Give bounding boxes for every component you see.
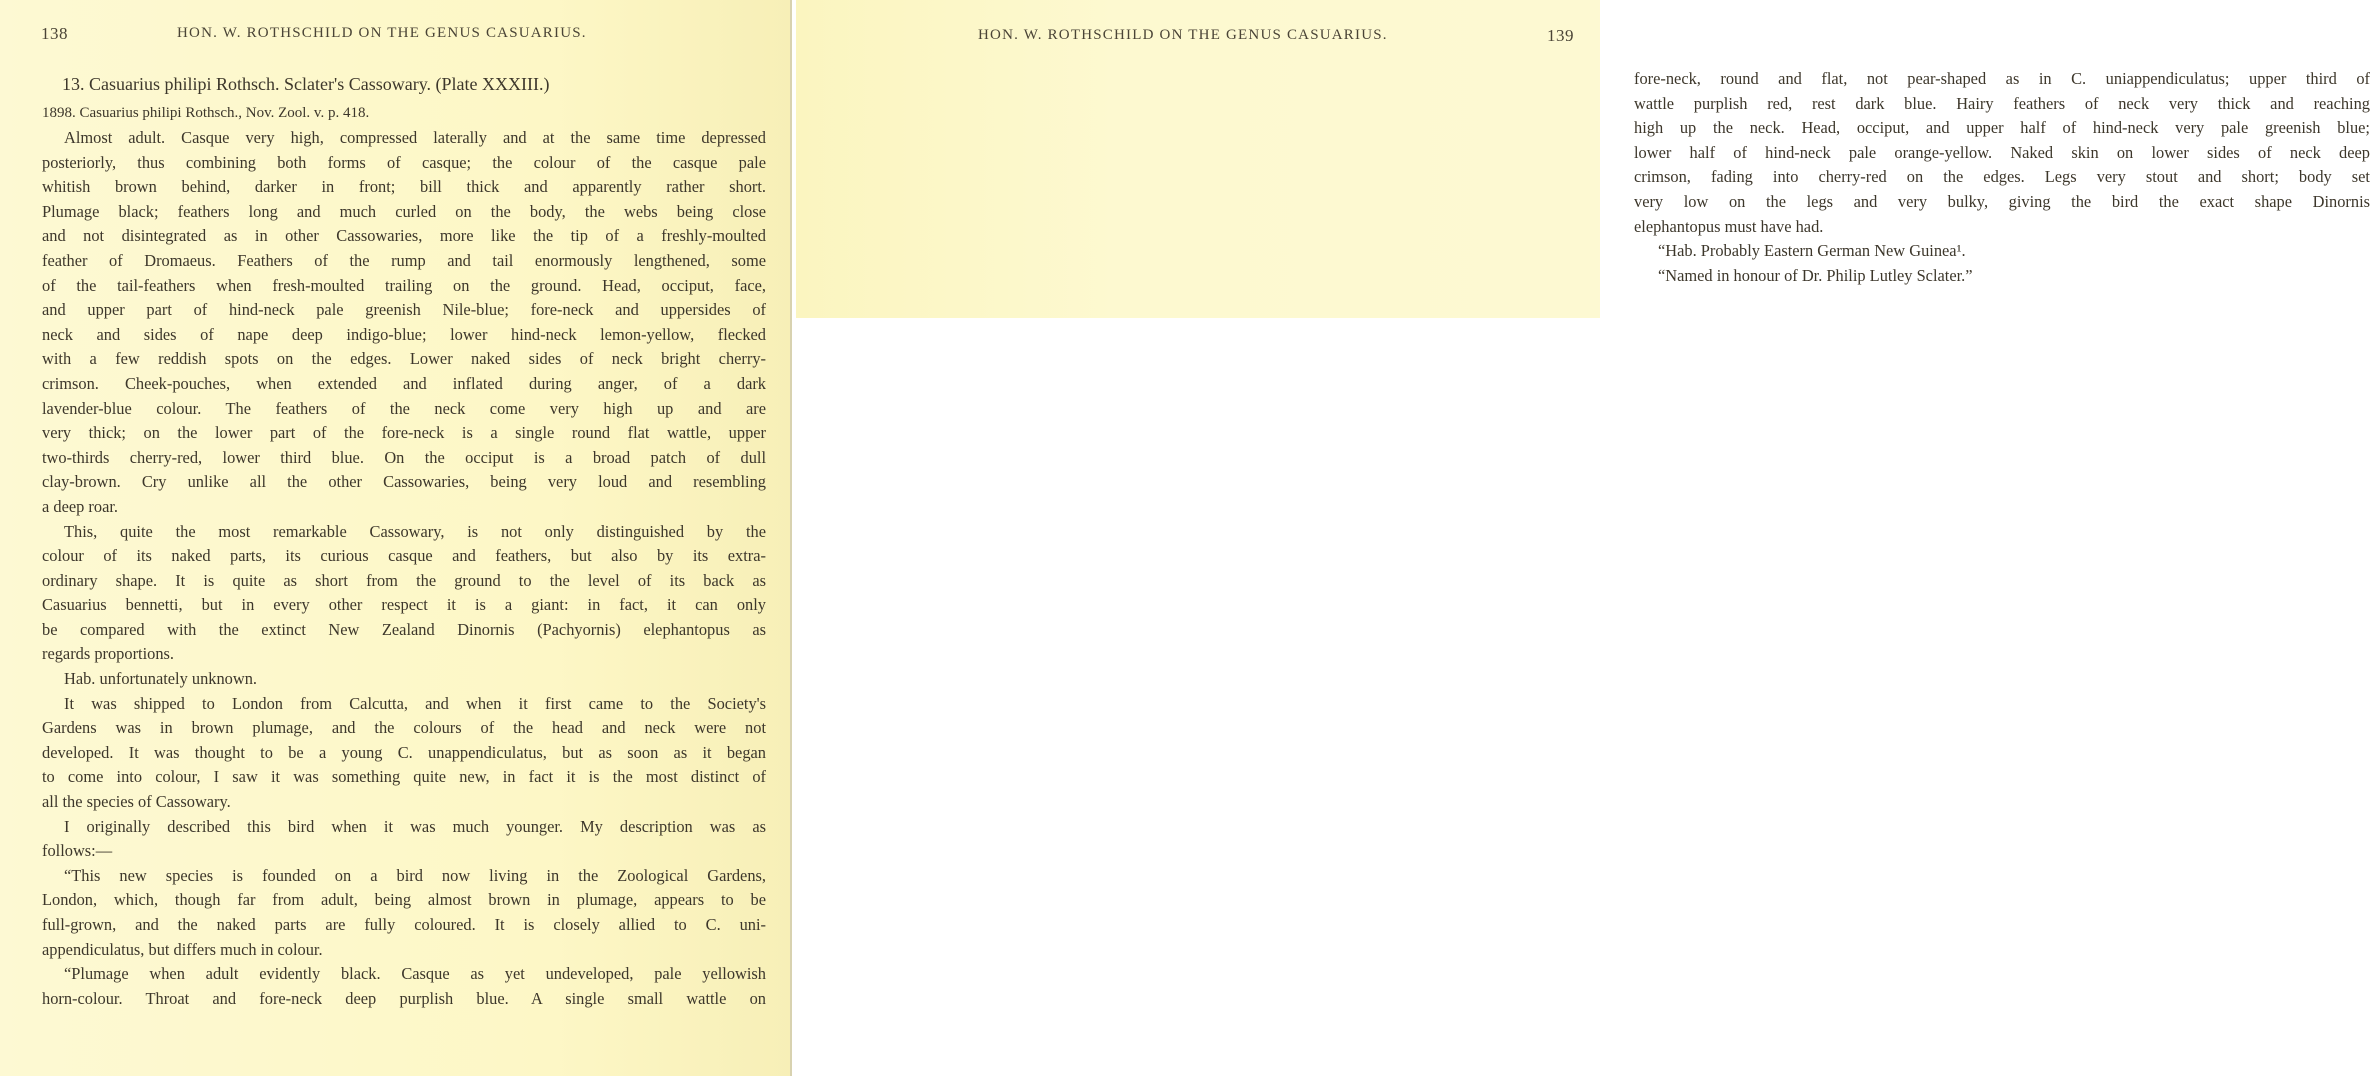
text-line: crimson. Cheek-pouches, when extended and inflated during anger, of a dark: [42, 373, 766, 393]
left-page-number: 138: [41, 24, 68, 43]
text-line: It was shipped to London from Calcutta, and when it first came to the Society's: [64, 693, 766, 713]
left-running-title: HON. W. ROTHSCHILD ON THE GENUS CASUARIUS.: [177, 25, 587, 41]
right-running-head: [796, 24, 1600, 46]
text-line: developed. It was thought to be a young C. unappendiculatus, but as soon as it began: [42, 742, 766, 762]
text-line: ordinary shape. It is quite as short from the ground to the level of its back as: [42, 570, 766, 590]
text-line: elephantopus must have had.: [1634, 216, 1824, 236]
text-line: colour of its naked parts, its curious casque and feathers, but also by its extra-: [42, 546, 766, 566]
text-line: of the tail-feathers when fresh-moulted trailing on the ground. Head, occiput, face,: [42, 275, 766, 295]
text-line: be compared with the extinct New Zealand Dinornis (Pachyornis) elephantopus as: [42, 619, 766, 639]
text-line: 1898. Casuarius philipi Rothsch., Nov. Zool. v. p. 418.: [42, 105, 370, 121]
right-page: [796, 0, 2370, 318]
text-line: posteriorly, thus combining both forms of casque; the colour of the casque pale: [42, 152, 766, 172]
text-line: lower half of hind-neck pale orange-yellow. Naked skin on lower sides of neck deep: [1634, 142, 2370, 162]
text-line: to come into colour, I saw it was something quite new, in fact it is the most distinct of: [42, 767, 766, 787]
text-line: London, which, though far from adult, being almost brown in plumage, appears to be: [42, 890, 766, 910]
text-line: and not disintegrated as in other Cassowaries, more like the tip of a freshly-moulted: [42, 226, 766, 246]
text-line: very low on the legs and very bulky, giving the bird the exact shape Dinornis: [1634, 191, 2370, 211]
text-line: all the species of Cassowary.: [42, 792, 231, 812]
right-running-title: HON. W. ROTHSCHILD ON THE GENUS CASUARIUS.: [978, 27, 1388, 43]
text-line: neck and sides of nape deep indigo-blue; lower hind-neck lemon-yellow, flecked: [42, 324, 766, 344]
text-line: Plumage black; feathers long and much curled on the body, the webs being close: [42, 201, 766, 221]
text-line: lavender-blue colour. The feathers of the neck come very high up and are: [42, 398, 766, 418]
text-line: whitish brown behind, darker in front; bill thick and apparently rather short.: [42, 177, 766, 197]
text-line: “Hab. Probably Eastern German New Guinea¹.: [1658, 241, 1966, 261]
text-line: Hab. unfortunately unknown.: [64, 669, 258, 689]
text-line: “Named in honour of Dr. Philip Lutley Sclater.”: [1658, 265, 1973, 285]
text-line: fore-neck, round and flat, not pear-shaped as in C. uniappendiculatus; upper third of: [1634, 69, 2370, 88]
text-line: crimson, fading into cherry-red on the edges. Legs very stout and short; body set: [1634, 167, 2370, 187]
text-line: with a few reddish spots on the edges. Lower naked sides of neck bright cherry-: [42, 349, 766, 369]
text-line: Casuarius bennetti, but in every other respect it is a giant: in fact, it can only: [42, 595, 766, 615]
text-line: I originally described this bird when it was much younger. My description was as: [64, 816, 766, 836]
text-line: two-thirds cherry-red, lower third blue. On the occiput is a broad patch of dull: [42, 447, 766, 467]
text-line: a deep roar.: [42, 496, 118, 516]
right-body-text: [1634, 67, 2370, 288]
text-line: very thick; on the lower part of the fore-neck is a single round flat wattle, upper: [42, 423, 766, 443]
text-line: “This new species is founded on a bird now living in the Zoological Gardens,: [64, 865, 766, 885]
right-page-number: 139: [1547, 26, 1574, 45]
text-line: full-grown, and the naked parts are fully coloured. It is closely allied to C. uni-: [42, 915, 766, 934]
text-line: This, quite the most remarkable Cassowary, is not only distinguished by the: [64, 521, 766, 541]
text-line: “Plumage when adult evidently black. Casque as yet undeveloped, pale yellowish: [64, 964, 766, 984]
text-line: Gardens was in brown plumage, and the colours of the head and neck were not: [42, 718, 766, 738]
left-running-head: [0, 24, 790, 46]
text-line: appendiculatus, but differs much in colour.: [42, 939, 323, 959]
text-line: high up the neck. Head, occiput, and upper half of hind-neck very pale greenish blue;: [1634, 118, 2370, 138]
text-line: and upper part of hind-neck pale greenish Nile-blue; fore-neck and uppersides of: [42, 300, 766, 320]
text-line: clay-brown. Cry unlike all the other Cassowaries, being very loud and resembling: [42, 472, 766, 492]
text-line: 13. Casuarius philipi Rothsch. Sclater's Cassowary. (Plate XXXIII.): [62, 74, 550, 94]
text-line: regards proportions.: [42, 644, 175, 664]
text-line: Almost adult. Casque very high, compressed laterally and at the same time depressed: [64, 128, 766, 147]
left-body-text: [42, 70, 766, 1011]
text-line: horn-colour. Throat and fore-neck deep purplish blue. A single small wattle on: [42, 988, 766, 1008]
text-line: feather of Dromaeus. Feathers of the rump and tail enormously lengthened, some: [42, 250, 766, 270]
text-line: wattle purplish red, rest dark blue. Hairy feathers of neck very thick and reaching: [1634, 93, 2370, 113]
text-line: follows:—: [42, 841, 113, 861]
left-page: [0, 0, 792, 1076]
